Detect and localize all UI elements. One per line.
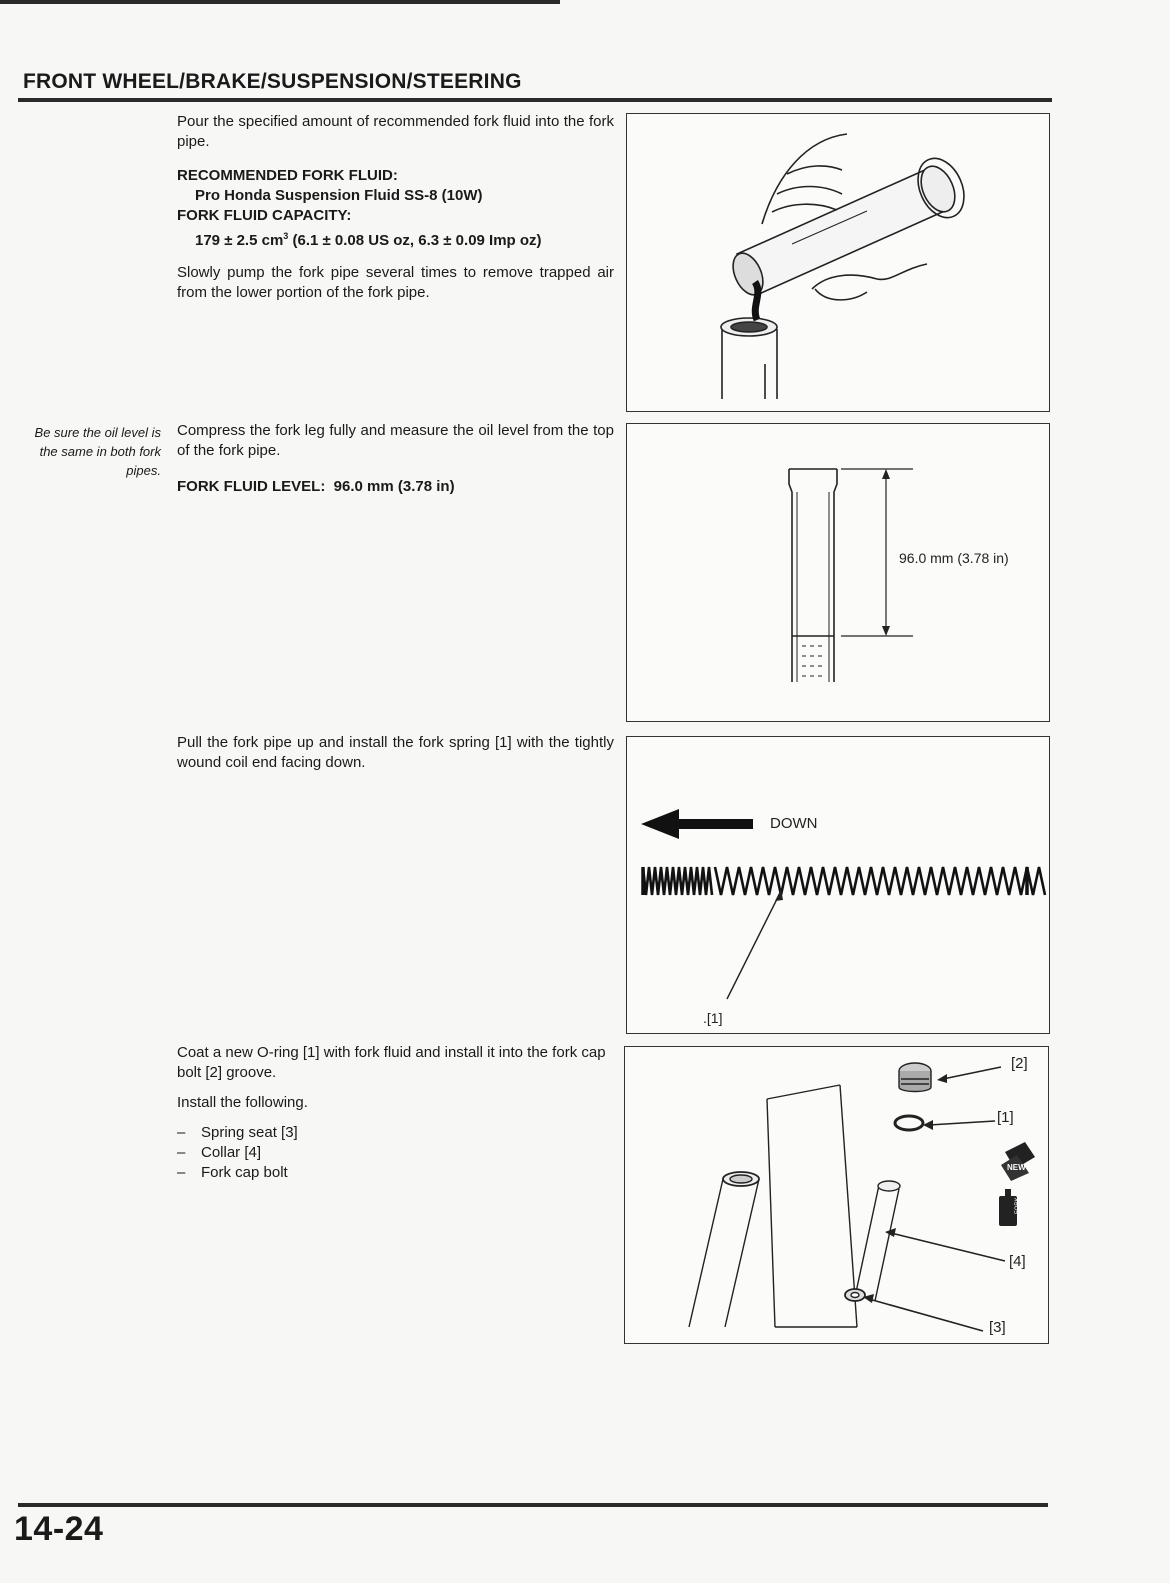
fork-fluid-icon [999, 1189, 1021, 1226]
step3-text [177, 733, 614, 783]
list-item: – Collar [4] [177, 1143, 614, 1163]
step1-instruction: Pour the specified amount of recommended fork fluid into the fork pipe. [177, 113, 614, 150]
step4-instruction: Coat a new O-ring [1] with fork fluid and install it into the fork cap bolt [2] groove. [177, 1044, 606, 1081]
spring-callout: .[1] [703, 1010, 723, 1026]
top-rule [0, 0, 560, 4]
list-item: – Spring seat [3] [177, 1123, 614, 1143]
capacity-value-suffix: (6.1 ± 0.08 US oz, 6.3 ± 0.09 Imp oz) [288, 232, 542, 249]
cap-assembly-illustration [625, 1047, 1048, 1343]
step2-text [177, 421, 614, 497]
step4-text [177, 1043, 614, 1183]
bottom-rule [18, 1503, 1048, 1507]
capacity-value [177, 226, 614, 251]
fluid-heading: RECOMMENDED FORK FLUID: [177, 167, 398, 184]
new-badge-text: NEW [1007, 1163, 1026, 1172]
callout-3: [3] [989, 1319, 1006, 1336]
fluid-level-dimension: 96.0 mm (3.78 in) [899, 550, 1009, 566]
figure-fluid-level [626, 423, 1050, 722]
title-rule [18, 98, 1052, 102]
fork-badge-text: FORK [1015, 1197, 1021, 1214]
step3-instruction: Pull the fork pipe up and install the fork spring [1] with the tightly wound coil end facing down. [177, 734, 614, 771]
capacity-unit-sup: 3 [283, 231, 289, 241]
capacity-value-prefix: 179 ± 2.5 cm [195, 232, 284, 249]
callout-2: [2] [1011, 1055, 1028, 1072]
fluid-level-label: FORK FLUID LEVEL: [177, 478, 326, 495]
step1-text [177, 112, 614, 313]
install-list [177, 1123, 614, 1183]
figure-pour-fluid [626, 113, 1050, 412]
fluid-level [177, 477, 614, 497]
install-heading: Install the following. [177, 1094, 308, 1111]
side-note: Be sure the oil level is the same in both fork pipes. [34, 425, 161, 478]
page-number: 14-24 [14, 1510, 104, 1548]
pour-fluid-illustration [627, 114, 1049, 411]
down-arrow-icon [641, 809, 753, 839]
callout-4: [4] [1009, 1253, 1026, 1270]
fork-spring-illustration [627, 737, 1049, 1033]
callout-1: [1] [997, 1109, 1014, 1126]
section-title: FRONT WHEEL/BRAKE/SUSPENSION/STEERING [23, 70, 522, 93]
step2-instruction: Compress the fork leg fully and measure the oil level from the top of the fork pipe. [177, 422, 614, 459]
pump-note: Slowly pump the fork pipe several times to remove trapped air from the lower portion of the fork pipe. [177, 264, 614, 301]
fluid-value: Pro Honda Suspension Fluid SS-8 (10W) [195, 187, 483, 204]
capacity-heading: FORK FLUID CAPACITY: [177, 207, 352, 224]
fluid-level-diagram [627, 424, 1049, 721]
figure-fork-spring [626, 736, 1050, 1034]
down-label: DOWN [770, 815, 818, 832]
fluid-level-value: 96.0 mm (3.78 in) [333, 478, 455, 495]
figure-cap-assembly [624, 1046, 1049, 1344]
new-part-icon [1001, 1142, 1035, 1181]
list-item: – Fork cap bolt [177, 1163, 614, 1183]
